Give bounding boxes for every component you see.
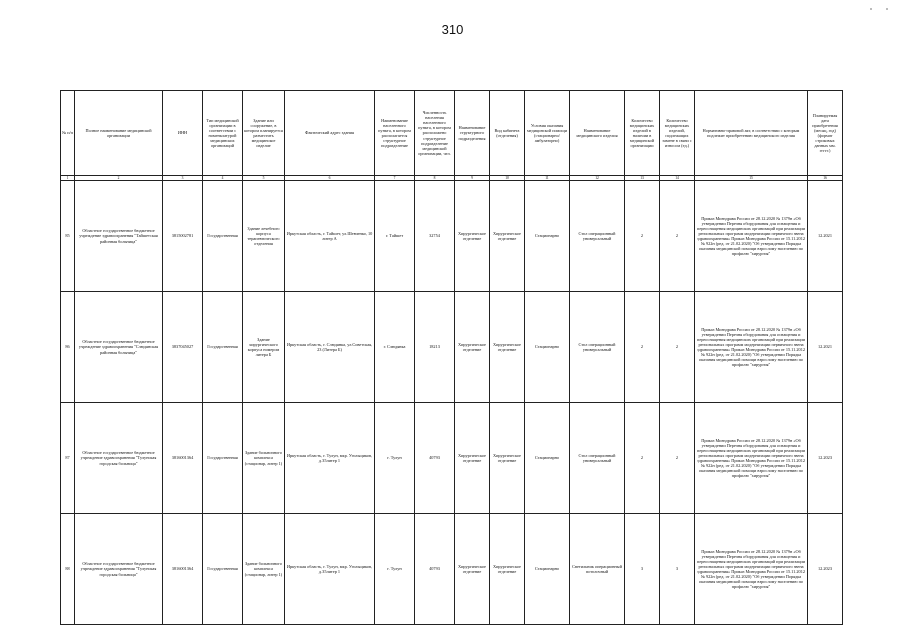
address: Иркутская область, г. Тайшет, ул.Шевченко, 10 литер А <box>285 181 375 292</box>
normative-act: Приказ Минздрава России от 28.12.2020 № 1379н «Об утверждении Перечня оборудования для оснащения и переоснащения медицинских организаций при реализации региональных программ модернизации первичного звена здравоохранения» Приказ Минздрава России от 15.11.2012 № 922н (ред. от 21.02.2020) "Об утверждении Порядка оказания медицинской помощи взрослому населению по профилю "хирургия" <box>695 514 808 625</box>
page-number: 310 <box>441 22 464 37</box>
qty-have: 2 <box>625 181 660 292</box>
population: 18213 <box>415 292 455 403</box>
address: Иркутская область, г. Тулун, мкр. Угольщиков, д.35литер 1 <box>285 403 375 514</box>
table-row <box>61 514 843 625</box>
registry-table <box>60 90 843 625</box>
building: Здание больничного комплекса (стационар, литер 1) <box>243 403 285 514</box>
header-cell: Количество медицинских изделий в наличии в медицинской организации <box>625 91 660 176</box>
population: 40793 <box>415 514 455 625</box>
unit: Хирургическое отделение <box>455 292 490 403</box>
unit: Хирургическое отделение <box>455 181 490 292</box>
column-number: 12 <box>570 176 625 181</box>
table-row <box>61 403 843 514</box>
planned-date: 12.2021 <box>808 181 843 292</box>
column-number: 15 <box>695 176 808 181</box>
column-number: 4 <box>203 176 243 181</box>
locality: г. Тулун <box>375 514 415 625</box>
device: Стол операционный универсальный <box>570 181 625 292</box>
scan-artifact <box>870 8 872 10</box>
building: Здание больничного комплекса (стационар, литер 1) <box>243 514 285 625</box>
header-cell: Полное наименование медицинской организации <box>75 91 163 176</box>
building: Здание лечебного корпуса терапевтического отделения <box>243 181 285 292</box>
header-cell: Фактический адрес здания <box>285 91 375 176</box>
org-name: Областное государственное бюджетное учреждение здравоохранения "Тайшетская районная больница" <box>75 181 163 292</box>
column-number: 13 <box>625 176 660 181</box>
header-row <box>61 91 843 176</box>
planned-date: 12.2021 <box>808 292 843 403</box>
org-type: Государственная <box>203 514 243 625</box>
qty-replace: 2 <box>660 292 695 403</box>
header-cell: № п/п <box>61 91 75 176</box>
header-cell: Планируемая дата приобретения (месяц, год) (формат строковых данных мм. ггггг.) <box>808 91 843 176</box>
header-cell: Наименование населенного пункта, в котором располагается структурное подразделение <box>375 91 415 176</box>
column-number: 8 <box>415 176 455 181</box>
planned-date: 12.2023 <box>808 403 843 514</box>
building: Здание хирургического корпуса номером литера Б <box>243 292 285 403</box>
normative-act: Приказ Минздрава России от 28.12.2020 № 1379н «Об утверждении Перечня оборудования для оснащения и переоснащения медицинских организаций при реализации региональных программ модернизации первичного звена здравоохранения» Приказ Минздрава России от 15.11.2012 № 922н (ред. от 21.02.2020) "Об утверждении Порядка оказания медицинской помощи взрослому населению по профилю "хирургия" <box>695 292 808 403</box>
cabinet: Хирургическое отделение <box>490 403 525 514</box>
column-number: 9 <box>455 176 490 181</box>
qty-have: 3 <box>625 514 660 625</box>
header-cell: Наименование медицинского изделия <box>570 91 625 176</box>
header-cell: Вид кабинета (отделения) <box>490 91 525 176</box>
header-cell: ИНН <box>163 91 203 176</box>
device: Стол операционный универсальный <box>570 292 625 403</box>
conditions: Стационарно <box>525 292 570 403</box>
unit: Хирургическое отделение <box>455 403 490 514</box>
header-cell: Здание или сооружение, в котором планируется разместить медицинское изделие <box>243 91 285 176</box>
address: Иркутская область, г. Слюдянка, ул.Советская, 23 (Литера Б) <box>285 292 375 403</box>
org-type: Государственная <box>203 181 243 292</box>
column-number: 10 <box>490 176 525 181</box>
locality: г. Тайшет <box>375 181 415 292</box>
normative-act: Приказ Минздрава России от 28.12.2020 № 1379н «Об утверждении Перечня оборудования для оснащения и переоснащения медицинских организаций при реализации региональных программ модернизации первичного звена здравоохранения» Приказ Минздрава России от 15.11.2012 № 922н (ред. от 21.02.2020) "Об утверждении Порядка оказания медицинской помощи взрослому населению по профилю "хирургия" <box>695 181 808 292</box>
column-number: 16 <box>808 176 843 181</box>
column-number: 14 <box>660 176 695 181</box>
population: 40793 <box>415 403 455 514</box>
org-name: Областное государственное бюджетное учреждение здравоохранения "Тулунская городская больница" <box>75 514 163 625</box>
planned-date: 12.2023 <box>808 514 843 625</box>
header-cell: Условия оказания медицинской помощи (стационарно/амбулаторно) <box>525 91 570 176</box>
inn: 3815002781 <box>163 181 203 292</box>
conditions: Стационарно <box>525 514 570 625</box>
inn: 3816001364 <box>163 514 203 625</box>
qty-have: 2 <box>625 403 660 514</box>
unit: Хирургическое отделение <box>455 514 490 625</box>
header-cell: Тип медицинской организации в соответствии с номенклатурой медицинских организаций <box>203 91 243 176</box>
org-type: Государственная <box>203 292 243 403</box>
table-row <box>61 181 843 292</box>
header-cell: Наименование структурного подразделения <box>455 91 490 176</box>
device: Стол операционный универсальный <box>570 403 625 514</box>
conditions: Стационарно <box>525 181 570 292</box>
qty-have: 2 <box>625 292 660 403</box>
qty-replace: 2 <box>660 181 695 292</box>
normative-act: Приказ Минздрава России от 28.12.2020 № 1379н «Об утверждении Перечня оборудования для оснащения и переоснащения медицинских организаций при реализации региональных программ модернизации первичного звена здравоохранения» Приказ Минздрава России от 15.11.2012 № 922н (ред. от 21.02.2020) "Об утверждении Порядка оказания медицинской помощи взрослому населению по профилю "хирургия" <box>695 403 808 514</box>
locality: г. Тулун <box>375 403 415 514</box>
conditions: Стационарно <box>525 403 570 514</box>
address: Иркутская область, г. Тулун, мкр. Угольщиков, д.35литер 1 <box>285 514 375 625</box>
inn: 3837045027 <box>163 292 203 403</box>
cabinet: Хирургическое отделение <box>490 181 525 292</box>
inn: 3816001364 <box>163 403 203 514</box>
column-number: 6 <box>285 176 375 181</box>
column-number: 1 <box>61 176 75 181</box>
table-row <box>61 292 843 403</box>
row-number: 88 <box>61 514 75 625</box>
column-number: 3 <box>163 176 203 181</box>
row-number: 85 <box>61 181 75 292</box>
scan-artifact <box>886 8 888 10</box>
column-number: 2 <box>75 176 163 181</box>
header-cell: Нормативно-правовой акт, в соответствии с которым подлежит приобретению медицинского изделия <box>695 91 808 176</box>
org-name: Областное государственное бюджетное учреждение здравоохранения "Тулунская городская больница" <box>75 403 163 514</box>
device: Светильник операционный потолочный <box>570 514 625 625</box>
org-type: Государственная <box>203 403 243 514</box>
cabinet: Хирургическое отделение <box>490 292 525 403</box>
qty-replace: 3 <box>660 514 695 625</box>
column-number: 5 <box>243 176 285 181</box>
row-number: 87 <box>61 403 75 514</box>
row-number: 86 <box>61 292 75 403</box>
header-cell: Количество медицинских изделий, подлежащих замене в связи с износом (ед.) <box>660 91 695 176</box>
cabinet: Хирургическое отделение <box>490 514 525 625</box>
column-number: 11 <box>525 176 570 181</box>
org-name: Областное государственное бюджетное учреждение здравоохранения "Слюдянская районная больница" <box>75 292 163 403</box>
qty-replace: 2 <box>660 403 695 514</box>
header-cell: Численность населения населенного пункта, в котором расположено структурное подразделение медицинской организации, чел. <box>415 91 455 176</box>
column-number: 7 <box>375 176 415 181</box>
population: 32754 <box>415 181 455 292</box>
locality: г. Слюдянка <box>375 292 415 403</box>
